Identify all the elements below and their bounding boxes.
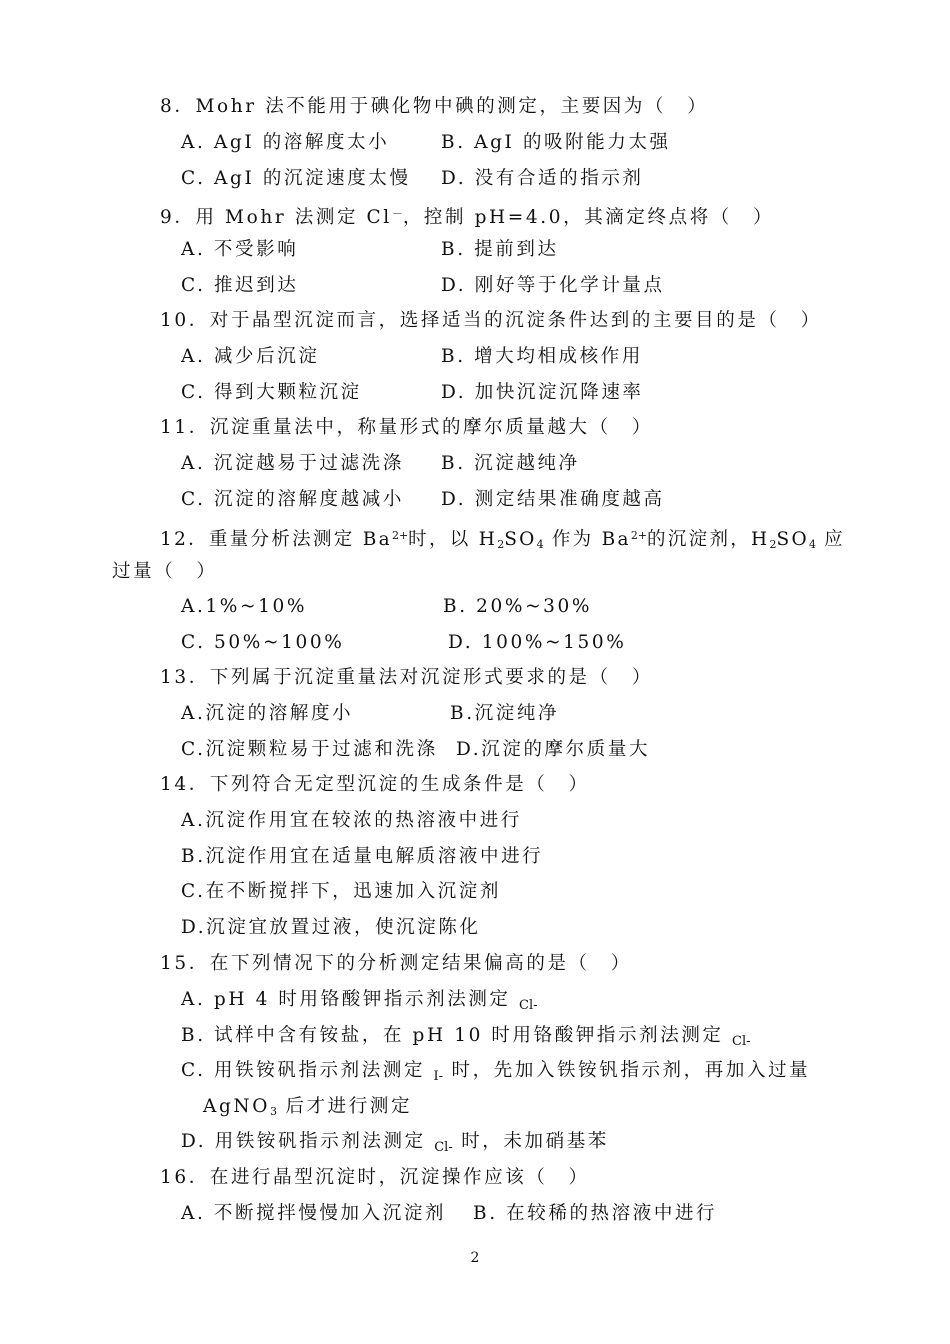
- chloride-ion: Cl-: [434, 1140, 453, 1155]
- subscript: 2: [497, 538, 505, 551]
- question-15-option-b: [181, 1024, 751, 1054]
- question-11-option-b: B. 沉淀越纯净: [441, 453, 580, 474]
- stem-part: 12．重量分析法测定 Ba: [160, 529, 392, 550]
- question-16-option-b: B. 在较稀的热溶液中进行: [473, 1203, 718, 1224]
- page-number: 2: [470, 1250, 480, 1266]
- stem-part: 作为 Ba: [543, 529, 631, 550]
- question-12-option-b: B. 20%~30%: [443, 596, 593, 617]
- question-14-option-c: C.在不断搅拌下，迅速加入沉淀剂: [181, 881, 501, 902]
- question-16-option-a: A. 不断搅拌慢慢加入沉淀剂: [181, 1203, 447, 1224]
- question-10-option-c: C. 得到大颗粒沉淀: [181, 382, 362, 403]
- question-10-option-a: A. 减少后沉淀: [181, 346, 320, 367]
- question-9-option-a: A. 不受影响: [181, 239, 299, 260]
- question-12-option-a: A.1%~10%: [181, 596, 308, 617]
- question-13-option-b: B.沉淀纯净: [450, 703, 560, 724]
- question-12-option-d: D. 100%~150%: [448, 632, 627, 653]
- question-11-option-d: D. 测定结果准确度越高: [441, 489, 665, 510]
- question-15-option-d: [181, 1130, 609, 1160]
- question-11-option-a: A. 沉淀越易于过滤洗涤: [181, 453, 404, 474]
- question-9-stem: [160, 202, 774, 230]
- option-text: A. pH 4 时用铬酸钾指示剂法测定: [181, 989, 520, 1010]
- subscript: 4: [808, 538, 816, 551]
- question-9-option-b: B. 提前到达: [441, 239, 559, 260]
- question-12-stem-line2: 过量（ ）: [112, 561, 218, 582]
- question-15-option-c-line2: [203, 1095, 412, 1124]
- question-12-stem: [160, 524, 845, 557]
- question-11-stem: 11．沉淀重量法中，称量形式的摩尔质量越大（ ）: [160, 417, 653, 438]
- question-13-option-d: D.沉淀的摩尔质量大: [456, 739, 651, 760]
- barium-charge: 2+: [630, 529, 648, 542]
- option-text: 时，先加入铁铵钒指示剂，再加入过量: [443, 1060, 811, 1081]
- option-text: D. 用铁铵矾指示剂法测定: [181, 1131, 435, 1152]
- option-text: C. 用铁铵矾指示剂法测定: [181, 1060, 434, 1081]
- question-8-option-b: B. AgI 的吸附能力太强: [441, 132, 671, 153]
- chloride-ion: Cl-: [519, 998, 538, 1013]
- option-text: B. 试样中含有铵盐，在 pH 10 时用铬酸钾指示剂法测定: [181, 1025, 732, 1046]
- question-14-option-a: A.沉淀作用宜在较浓的热溶液中进行: [181, 810, 522, 831]
- question-14-option-d: D.沉淀宜放置过液，使沉淀陈化: [181, 917, 481, 938]
- question-9-option-d: D. 刚好等于化学计量点: [441, 275, 665, 296]
- question-13-option-a: A.沉淀的溶解度小: [181, 703, 354, 724]
- stem-part: 的沉淀剂，H: [647, 529, 770, 550]
- subscript: 2: [769, 538, 777, 551]
- option-text: 时，未加硝基苯: [452, 1131, 609, 1152]
- question-14-stem: 14．下列符合无定型沉淀的生成条件是（ ）: [160, 774, 590, 795]
- question-10-stem: 10．对于晶型沉淀而言，选择适当的沉淀条件达到的主要目的是（ ）: [160, 310, 822, 331]
- question-15-stem: 15．在下列情况下的分析测定结果偏高的是（ ）: [160, 953, 632, 974]
- question-8-stem: 8．Mohr 法不能用于碘化物中碘的测定，主要因为（ ）: [160, 96, 709, 117]
- question-9-option-c: C. 推迟到达: [181, 275, 299, 296]
- option-text: 后才进行测定: [276, 1096, 413, 1117]
- question-12-option-c: C. 50%~100%: [181, 632, 345, 653]
- question-8-option-c: C. AgI 的沉淀速度太慢: [181, 168, 411, 189]
- subscript: 3: [269, 1105, 277, 1118]
- iodide-ion: I-: [433, 1069, 444, 1084]
- question-15-option-c: [181, 1059, 810, 1089]
- question-13-option-c: C.沉淀颗粒易于过滤和洗涤: [181, 739, 438, 760]
- question-10-option-d: D. 加快沉淀沉降速率: [441, 382, 644, 403]
- question-14-option-b: B.沉淀作用宜在适量电解质溶液中进行: [181, 846, 544, 867]
- formula-text: AgNO: [203, 1096, 270, 1117]
- stem-part: SO: [504, 529, 537, 550]
- stem-part: 应: [815, 529, 845, 550]
- question-9-stem-part: ，控制 pH=4.0，其滴定终点将（ ）: [402, 207, 775, 228]
- chloride-ion: Cl-: [732, 1034, 751, 1049]
- question-15-option-a: [181, 988, 538, 1018]
- question-9-stem-part: 9．用 Mohr 法测定 Cl: [160, 207, 392, 228]
- question-11-option-c: C. 沉淀的溶解度越减小: [181, 489, 404, 510]
- stem-part: 时，以 H: [408, 529, 498, 550]
- question-16-stem: 16．在进行晶型沉淀时，沉淀操作应该（ ）: [160, 1167, 590, 1188]
- subscript: 4: [536, 538, 544, 551]
- question-13-stem: 13．下列属于沉淀重量法对沉淀形式要求的是（ ）: [160, 667, 653, 688]
- question-8-option-a: A. AgI 的溶解度太小: [181, 132, 390, 153]
- stem-part: SO: [776, 529, 809, 550]
- chloride-charge: －: [391, 207, 403, 220]
- question-8-option-d: D. 没有合适的指示剂: [441, 168, 644, 189]
- barium-charge: 2+: [391, 529, 409, 542]
- question-10-option-b: B. 增大均相成核作用: [441, 346, 643, 367]
